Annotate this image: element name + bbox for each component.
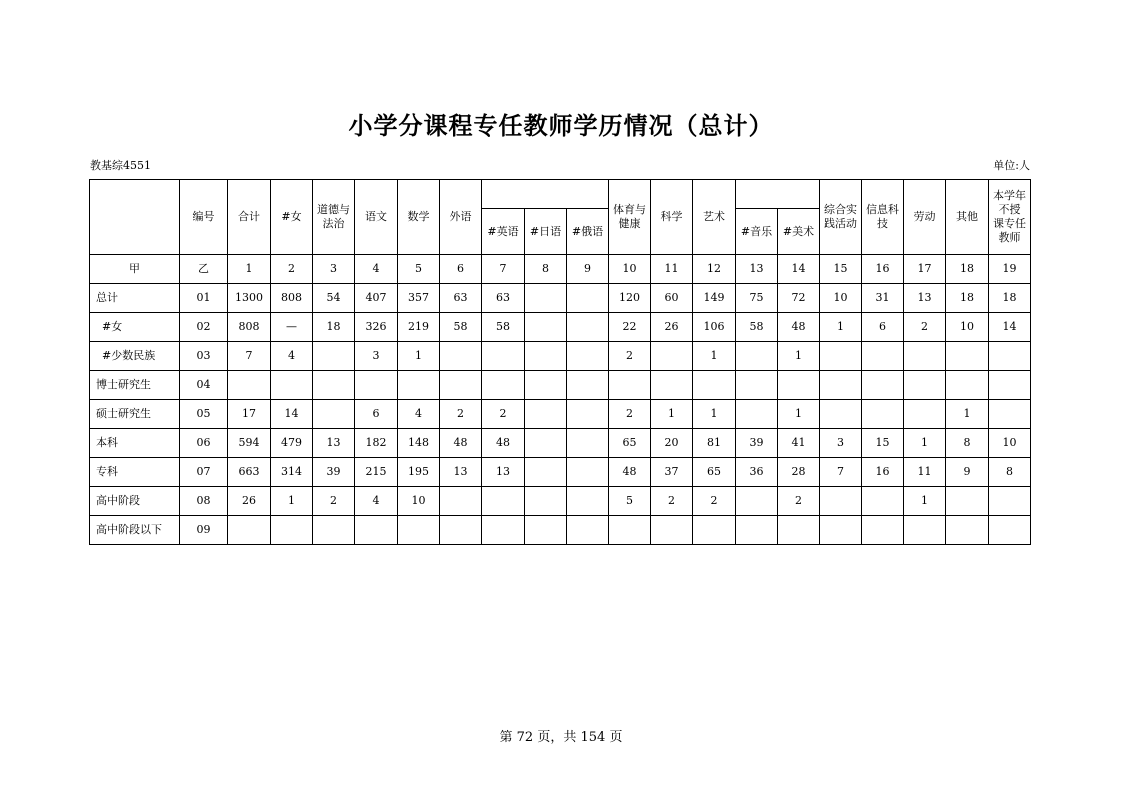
table-row xyxy=(90,313,1031,342)
table-cell xyxy=(904,371,946,400)
table-cell xyxy=(398,371,440,400)
index-cell: 12 xyxy=(693,255,736,284)
header-arts: 艺术 xyxy=(693,180,736,255)
table-cell: 65 xyxy=(693,458,736,487)
table-cell: 10 xyxy=(946,313,989,342)
row-label: #少数民族 xyxy=(90,342,180,371)
header-japanese: #日语 xyxy=(525,209,567,255)
header-no-class: 本学年 不授 课专任 教师 xyxy=(989,180,1031,255)
table-cell: 48 xyxy=(609,458,651,487)
table-cell xyxy=(820,342,862,371)
table-cell: 663 xyxy=(228,458,271,487)
footer-prefix: 第 xyxy=(499,730,513,745)
header-science: 科学 xyxy=(651,180,693,255)
table-cell xyxy=(567,342,609,371)
table-cell: 48 xyxy=(440,429,482,458)
table-cell xyxy=(778,516,820,545)
table-cell: 3 xyxy=(820,429,862,458)
table-cell: 2 xyxy=(313,487,355,516)
table-cell xyxy=(355,516,398,545)
row-serial: 01 xyxy=(180,284,228,313)
table-row xyxy=(90,458,1031,487)
index-cell: 16 xyxy=(862,255,904,284)
table-row xyxy=(90,342,1031,371)
table-cell: 195 xyxy=(398,458,440,487)
table-cell xyxy=(525,313,567,342)
table-cell: 1 xyxy=(946,400,989,429)
table-cell: 2 xyxy=(609,400,651,429)
footer-page-number: 72 xyxy=(516,730,534,745)
table-cell: 1 xyxy=(693,342,736,371)
table-cell: 63 xyxy=(482,284,525,313)
table-cell xyxy=(271,516,313,545)
row-label: #女 xyxy=(90,313,180,342)
header-moral: 道德与 法治 xyxy=(313,180,355,255)
table-cell: 106 xyxy=(693,313,736,342)
table-row xyxy=(90,429,1031,458)
row-label: 本科 xyxy=(90,429,180,458)
header-integrated: 综合实 践活动 xyxy=(820,180,862,255)
table-cell: 215 xyxy=(355,458,398,487)
table-cell: 2 xyxy=(693,487,736,516)
table-cell: 8 xyxy=(989,458,1031,487)
table-cell: 219 xyxy=(398,313,440,342)
table-cell: 10 xyxy=(820,284,862,313)
index-cell: 17 xyxy=(904,255,946,284)
header-serial: 编号 xyxy=(180,180,228,255)
table-cell: 18 xyxy=(989,284,1031,313)
table-cell: 65 xyxy=(609,429,651,458)
index-cell: 3 xyxy=(313,255,355,284)
table-row xyxy=(90,371,1031,400)
table-cell: 479 xyxy=(271,429,313,458)
header-blank-corner xyxy=(90,180,180,255)
row-label: 博士研究生 xyxy=(90,371,180,400)
table-cell: 26 xyxy=(651,313,693,342)
table-cell: 2 xyxy=(440,400,482,429)
table-cell xyxy=(567,516,609,545)
table-cell xyxy=(525,342,567,371)
table-cell: 1 xyxy=(820,313,862,342)
table-cell: 9 xyxy=(946,458,989,487)
table-cell: 13 xyxy=(440,458,482,487)
table-cell: 39 xyxy=(736,429,778,458)
index-cell: 19 xyxy=(989,255,1031,284)
index-cell: 2 xyxy=(271,255,313,284)
table-cell xyxy=(271,371,313,400)
table-cell: 594 xyxy=(228,429,271,458)
row-serial: 09 xyxy=(180,516,228,545)
table-cell: 3 xyxy=(355,342,398,371)
table-cell: 1 xyxy=(651,400,693,429)
table-cell: 5 xyxy=(609,487,651,516)
table-cell xyxy=(862,516,904,545)
table-cell: 1 xyxy=(904,487,946,516)
table-cell xyxy=(525,516,567,545)
row-label: 专科 xyxy=(90,458,180,487)
table-cell xyxy=(904,400,946,429)
table-cell xyxy=(482,342,525,371)
data-rows-body xyxy=(90,284,1031,545)
table-cell: 28 xyxy=(778,458,820,487)
table-cell: 16 xyxy=(862,458,904,487)
footer-middle: 页，共 xyxy=(537,730,577,745)
index-cell: 15 xyxy=(820,255,862,284)
table-cell xyxy=(567,371,609,400)
index-cell: 13 xyxy=(736,255,778,284)
header-foreign-group-blank xyxy=(482,180,609,209)
table-cell xyxy=(567,284,609,313)
table-cell: 63 xyxy=(440,284,482,313)
table-cell xyxy=(482,516,525,545)
table-cell xyxy=(904,516,946,545)
table-cell xyxy=(693,516,736,545)
table-cell: 13 xyxy=(482,458,525,487)
table-cell xyxy=(989,487,1031,516)
table-row xyxy=(90,487,1031,516)
table-cell xyxy=(862,371,904,400)
table-cell: 37 xyxy=(651,458,693,487)
table-cell: 14 xyxy=(989,313,1031,342)
table-row xyxy=(90,284,1031,313)
header-foreign: 外语 xyxy=(440,180,482,255)
table-cell xyxy=(525,400,567,429)
table-cell: 15 xyxy=(862,429,904,458)
header-music: #音乐 xyxy=(736,209,778,255)
table-cell: 54 xyxy=(313,284,355,313)
row-label: 总计 xyxy=(90,284,180,313)
table-cell: 10 xyxy=(989,429,1031,458)
table-cell: 182 xyxy=(355,429,398,458)
table-cell xyxy=(820,516,862,545)
table-cell: 11 xyxy=(904,458,946,487)
table-cell: 407 xyxy=(355,284,398,313)
table-cell xyxy=(989,342,1031,371)
table-cell: 148 xyxy=(398,429,440,458)
table-cell: 6 xyxy=(862,313,904,342)
header-pe: 体育与 健康 xyxy=(609,180,651,255)
index-cell: 甲 xyxy=(90,255,180,284)
table-cell xyxy=(989,400,1031,429)
table-cell xyxy=(778,371,820,400)
table-cell: 48 xyxy=(778,313,820,342)
table-cell: 1 xyxy=(398,342,440,371)
table-cell xyxy=(313,371,355,400)
table-cell xyxy=(525,487,567,516)
table-cell xyxy=(989,371,1031,400)
table-cell: 808 xyxy=(271,284,313,313)
row-serial: 04 xyxy=(180,371,228,400)
table-cell xyxy=(440,371,482,400)
header-arts-group-blank xyxy=(736,180,820,209)
table-cell: 58 xyxy=(736,313,778,342)
table-cell xyxy=(525,429,567,458)
page-title: 小学分课程专任教师学历情况（总计） xyxy=(348,111,774,140)
table-cell xyxy=(862,487,904,516)
table-cell xyxy=(609,516,651,545)
table-cell: 41 xyxy=(778,429,820,458)
index-cell: 5 xyxy=(398,255,440,284)
header-other: 其他 xyxy=(946,180,989,255)
table-cell: 10 xyxy=(398,487,440,516)
table-cell xyxy=(862,342,904,371)
table-cell: 149 xyxy=(693,284,736,313)
table-cell xyxy=(651,516,693,545)
table-cell: 20 xyxy=(651,429,693,458)
table-cell xyxy=(440,487,482,516)
table-cell: 326 xyxy=(355,313,398,342)
table-cell xyxy=(946,487,989,516)
table-cell xyxy=(736,371,778,400)
table-cell xyxy=(567,429,609,458)
header-row-top xyxy=(90,180,1031,209)
table-cell xyxy=(313,400,355,429)
header-math: 数学 xyxy=(398,180,440,255)
table-cell xyxy=(228,371,271,400)
table-row xyxy=(90,516,1031,545)
table-cell xyxy=(736,516,778,545)
table-cell xyxy=(946,371,989,400)
table-cell: 48 xyxy=(482,429,525,458)
table-cell: 2 xyxy=(778,487,820,516)
table-cell xyxy=(946,516,989,545)
table-cell xyxy=(313,342,355,371)
table-cell: 6 xyxy=(355,400,398,429)
table-cell: 81 xyxy=(693,429,736,458)
table-cell: 1 xyxy=(778,342,820,371)
table-cell: 2 xyxy=(609,342,651,371)
row-serial: 02 xyxy=(180,313,228,342)
table-cell: 72 xyxy=(778,284,820,313)
table-cell xyxy=(525,284,567,313)
row-serial: 06 xyxy=(180,429,228,458)
table-cell xyxy=(862,400,904,429)
table-cell xyxy=(736,400,778,429)
table-cell: 14 xyxy=(271,400,313,429)
index-cell: 9 xyxy=(567,255,609,284)
table-cell xyxy=(567,313,609,342)
table-cell: 2 xyxy=(651,487,693,516)
table-cell: 808 xyxy=(228,313,271,342)
index-cell: 14 xyxy=(778,255,820,284)
table-cell: 1 xyxy=(778,400,820,429)
table-cell xyxy=(693,371,736,400)
table-cell: 58 xyxy=(440,313,482,342)
table-cell xyxy=(355,371,398,400)
row-label: 高中阶段 xyxy=(90,487,180,516)
table-cell xyxy=(525,458,567,487)
footer-suffix: 页 xyxy=(609,730,623,745)
row-label: 硕士研究生 xyxy=(90,400,180,429)
table-cell xyxy=(440,342,482,371)
header-it: 信息科 技 xyxy=(862,180,904,255)
header-labor: 劳动 xyxy=(904,180,946,255)
table-cell: 7 xyxy=(820,458,862,487)
footer-total-pages: 154 xyxy=(580,730,606,745)
table-cell xyxy=(736,342,778,371)
table-cell: — xyxy=(271,313,313,342)
table-cell: 4 xyxy=(355,487,398,516)
table-cell: 75 xyxy=(736,284,778,313)
table-cell xyxy=(820,487,862,516)
table-cell: 314 xyxy=(271,458,313,487)
row-serial: 05 xyxy=(180,400,228,429)
table-cell: 1300 xyxy=(228,284,271,313)
table-cell xyxy=(482,371,525,400)
index-cell: 4 xyxy=(355,255,398,284)
index-cell: 8 xyxy=(525,255,567,284)
header-russian: #俄语 xyxy=(567,209,609,255)
table-cell: 36 xyxy=(736,458,778,487)
table-cell xyxy=(609,371,651,400)
index-cell: 10 xyxy=(609,255,651,284)
table-cell xyxy=(989,516,1031,545)
table-cell: 2 xyxy=(482,400,525,429)
table-cell xyxy=(398,516,440,545)
table-cell xyxy=(440,516,482,545)
table-cell xyxy=(482,487,525,516)
table-cell: 4 xyxy=(398,400,440,429)
table-cell xyxy=(525,371,567,400)
table-cell: 1 xyxy=(271,487,313,516)
table-cell: 13 xyxy=(313,429,355,458)
index-row-body xyxy=(90,255,1031,284)
table-cell xyxy=(567,400,609,429)
table-cell: 4 xyxy=(271,342,313,371)
table-row xyxy=(90,400,1031,429)
table-cell xyxy=(651,342,693,371)
table-cell: 8 xyxy=(946,429,989,458)
table-cell: 60 xyxy=(651,284,693,313)
index-cell: 1 xyxy=(228,255,271,284)
header-fine-arts: #美术 xyxy=(778,209,820,255)
table-cell: 26 xyxy=(228,487,271,516)
table-cell xyxy=(651,371,693,400)
table-cell: 17 xyxy=(228,400,271,429)
table-cell: 31 xyxy=(862,284,904,313)
index-row xyxy=(90,255,1031,284)
header-total: 合计 xyxy=(228,180,271,255)
table-cell: 18 xyxy=(946,284,989,313)
table-cell: 58 xyxy=(482,313,525,342)
table-cell: 39 xyxy=(313,458,355,487)
table-cell: 1 xyxy=(904,429,946,458)
row-label: 高中阶段以下 xyxy=(90,516,180,545)
table-cell: 120 xyxy=(609,284,651,313)
table-cell: 1 xyxy=(693,400,736,429)
table-cell xyxy=(313,516,355,545)
table-cell: 18 xyxy=(313,313,355,342)
page-footer xyxy=(0,726,1122,745)
index-cell: 乙 xyxy=(180,255,228,284)
row-serial: 07 xyxy=(180,458,228,487)
table-cell xyxy=(567,487,609,516)
table-cell: 2 xyxy=(904,313,946,342)
header-english: #英语 xyxy=(482,209,525,255)
row-serial: 03 xyxy=(180,342,228,371)
table-cell xyxy=(736,487,778,516)
table-cell xyxy=(820,400,862,429)
row-serial: 08 xyxy=(180,487,228,516)
table-cell xyxy=(228,516,271,545)
form-code: 教基综4551 xyxy=(90,159,151,172)
table-cell: 357 xyxy=(398,284,440,313)
index-cell: 6 xyxy=(440,255,482,284)
index-cell: 7 xyxy=(482,255,525,284)
statistics-table xyxy=(89,179,1031,545)
header-chinese: 语文 xyxy=(355,180,398,255)
header-female: #女 xyxy=(271,180,313,255)
table-cell xyxy=(567,458,609,487)
table-cell xyxy=(946,342,989,371)
table-cell xyxy=(820,371,862,400)
index-cell: 18 xyxy=(946,255,989,284)
unit-label: 单位:人 xyxy=(993,159,1030,172)
table-cell: 7 xyxy=(228,342,271,371)
index-cell: 11 xyxy=(651,255,693,284)
table-cell: 22 xyxy=(609,313,651,342)
table-cell xyxy=(904,342,946,371)
table-cell: 13 xyxy=(904,284,946,313)
